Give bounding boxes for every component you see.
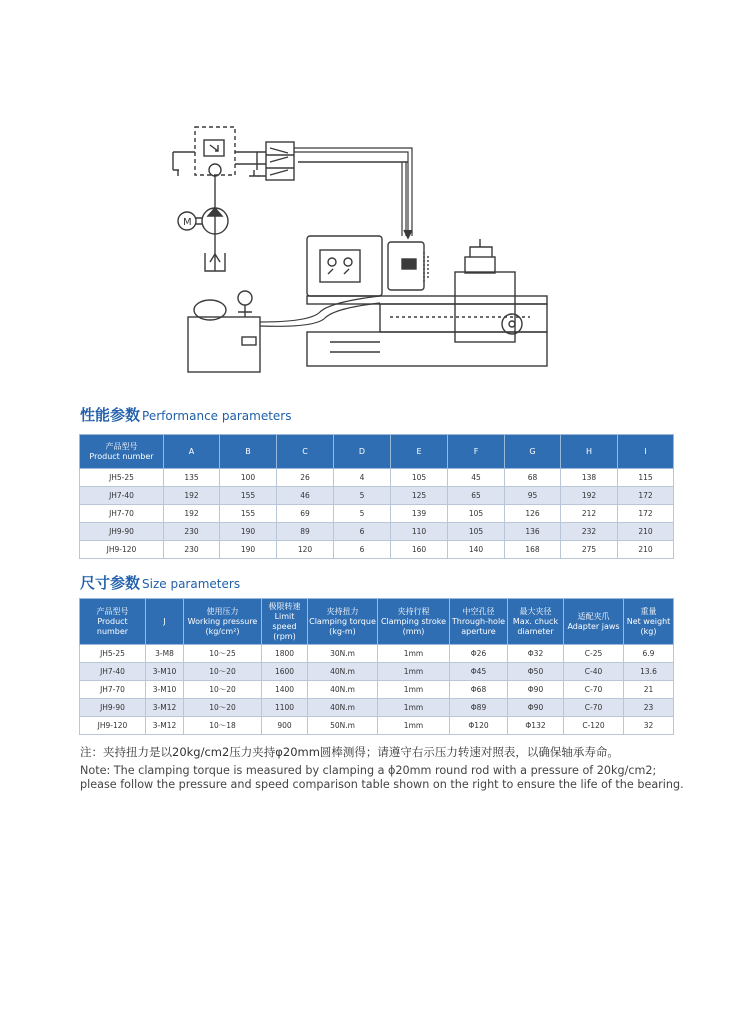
column-header-unit: (rpm) — [273, 631, 296, 641]
column-header — [564, 599, 624, 645]
table-cell: 168 — [505, 541, 561, 559]
table-cell: 26 — [277, 469, 334, 487]
table-cell: 139 — [391, 505, 448, 523]
table-cell: 172 — [618, 505, 674, 523]
table-cell: 45 — [448, 469, 505, 487]
table-cell: 210 — [618, 523, 674, 541]
table-cell: 230 — [164, 523, 220, 541]
column-header: G — [505, 435, 561, 469]
table-cell: 5 — [334, 505, 391, 523]
table-cell: 190 — [220, 523, 277, 541]
column-header-cn: 夹持行程 — [397, 606, 430, 616]
product-number-cell: JH9-90 — [80, 523, 164, 541]
table-cell: 95 — [505, 487, 561, 505]
table-cell: 40N.m — [308, 663, 378, 681]
table-cell: 46 — [277, 487, 334, 505]
table-cell: C-120 — [564, 717, 624, 735]
table-cell: 50N.m — [308, 717, 378, 735]
table-cell: 40N.m — [308, 699, 378, 717]
column-header-en: Product number — [96, 616, 129, 636]
column-header-en: Through-hole — [451, 616, 506, 626]
table-cell: 10～25 — [184, 645, 262, 663]
column-header-cn: 重量 — [640, 606, 657, 616]
check-valve — [209, 164, 221, 176]
table-cell: Φ45 — [450, 663, 508, 681]
table-row — [80, 541, 674, 559]
column-header-en: Adapter jaws — [567, 621, 620, 631]
table-cell: Φ132 — [508, 717, 564, 735]
column-header-unit: (kg/cm²) — [205, 626, 240, 636]
table-row — [80, 487, 674, 505]
column-header — [184, 599, 262, 645]
table-cell: 155 — [220, 487, 277, 505]
table-cell: 135 — [164, 469, 220, 487]
column-header: I — [618, 435, 674, 469]
table-cell: 1mm — [378, 717, 450, 735]
table-cell: 155 — [220, 505, 277, 523]
column-header-unit: (kg-m) — [329, 626, 356, 636]
performance-title-en: Performance parameters — [142, 409, 292, 423]
table-cell: 6 — [334, 523, 391, 541]
column-header-en: J — [163, 616, 166, 626]
table-cell: 232 — [561, 523, 618, 541]
table-cell: 192 — [164, 487, 220, 505]
table-cell: 125 — [391, 487, 448, 505]
table-cell: 192 — [561, 487, 618, 505]
note-english — [80, 764, 700, 792]
motor-label: M — [183, 217, 192, 228]
table-cell: 3-M10 — [146, 681, 184, 699]
performance-section-title — [80, 404, 291, 425]
column-header-unit: diameter — [517, 626, 554, 636]
table-cell: C-70 — [564, 699, 624, 717]
table-cell: Φ50 — [508, 663, 564, 681]
table-cell: 100 — [220, 469, 277, 487]
column-header — [378, 599, 450, 645]
column-header-en: Clamping torque — [309, 616, 376, 626]
table-cell: 32 — [624, 717, 674, 735]
column-header: C — [277, 435, 334, 469]
table-cell: Φ120 — [450, 717, 508, 735]
table-cell: 5 — [334, 487, 391, 505]
column-header: A — [164, 435, 220, 469]
column-header-cn: 最大夹径 — [519, 606, 552, 616]
column-header — [624, 599, 674, 645]
product-number-cell: JH7-70 — [80, 681, 146, 699]
product-number-header — [80, 435, 164, 469]
table-row — [80, 663, 674, 681]
tank-symbol-left — [173, 152, 195, 176]
column-header: D — [334, 435, 391, 469]
table-cell: 10～20 — [184, 699, 262, 717]
table-cell: 105 — [448, 523, 505, 541]
table-cell: 13.6 — [624, 663, 674, 681]
hydraulic-lathe-diagram — [170, 112, 560, 382]
column-header-en: Clamping stroke — [380, 616, 447, 626]
table-cell: Φ90 — [508, 699, 564, 717]
size-title-cn: 尺寸参数 — [80, 574, 141, 592]
product-number-cell: JH9-120 — [80, 541, 164, 559]
column-header: F — [448, 435, 505, 469]
size-table — [79, 598, 674, 735]
column-header-cn: 中空孔径 — [462, 606, 495, 616]
table-cell: 10～20 — [184, 663, 262, 681]
table-cell: Φ90 — [508, 681, 564, 699]
table-row — [80, 645, 674, 663]
column-header-cn: 适配夹爪 — [577, 611, 610, 621]
column-header — [508, 599, 564, 645]
table-cell: 230 — [164, 541, 220, 559]
table-cell: 10～20 — [184, 681, 262, 699]
table-cell: 172 — [618, 487, 674, 505]
column-header-unit: (mm) — [402, 626, 425, 636]
table-cell: 192 — [164, 505, 220, 523]
lathe-base — [307, 332, 547, 366]
table-cell: 160 — [391, 541, 448, 559]
table-cell: 3-M12 — [146, 717, 184, 735]
table-cell: 30N.m — [308, 645, 378, 663]
product-number-header-cn: 产品型号 — [105, 441, 138, 451]
column-header — [308, 599, 378, 645]
product-number-cell: JH7-40 — [80, 487, 164, 505]
table-cell: 65 — [448, 487, 505, 505]
table-cell: 1800 — [262, 645, 308, 663]
table-cell: 10～18 — [184, 717, 262, 735]
table-row — [80, 469, 674, 487]
column-header-en: Net weight — [626, 616, 671, 626]
column-header — [80, 599, 146, 645]
table-cell: 138 — [561, 469, 618, 487]
tank-symbol-bottom — [205, 253, 225, 271]
table-cell: 140 — [448, 541, 505, 559]
table-cell: 126 — [505, 505, 561, 523]
table-row — [80, 699, 674, 717]
table-cell: 1400 — [262, 681, 308, 699]
table-cell: 6 — [334, 541, 391, 559]
table-cell: 105 — [391, 469, 448, 487]
table-cell: Φ32 — [508, 645, 564, 663]
product-number-cell: JH7-40 — [80, 663, 146, 681]
table-cell: C-40 — [564, 663, 624, 681]
product-number-cell: JH5-25 — [80, 645, 146, 663]
table-cell: 21 — [624, 681, 674, 699]
table-cell: 212 — [561, 505, 618, 523]
table-cell: 136 — [505, 523, 561, 541]
tool-post — [465, 257, 495, 273]
column-header-en: Max. chuck — [512, 616, 559, 626]
column-header-en: Working pressure — [187, 616, 258, 626]
column-header-cn: 产品型号 — [96, 606, 129, 616]
column-header-cn: 使用压力 — [206, 606, 239, 616]
column-header-cn: 极限转速 — [268, 601, 301, 611]
table-cell: 1mm — [378, 663, 450, 681]
table-cell: 68 — [505, 469, 561, 487]
table-cell: 69 — [277, 505, 334, 523]
column-header: B — [220, 435, 277, 469]
table-cell: Φ68 — [450, 681, 508, 699]
performance-table — [79, 434, 674, 559]
table-cell: 115 — [618, 469, 674, 487]
table-cell: 6.9 — [624, 645, 674, 663]
headstock-panel — [320, 250, 360, 282]
table-cell: 40N.m — [308, 681, 378, 699]
table-cell: 105 — [448, 505, 505, 523]
performance-title-cn: 性能参数 — [80, 406, 141, 424]
table-cell: 1mm — [378, 699, 450, 717]
column-header-cn: 夹持扭力 — [326, 606, 359, 616]
note-chinese: 注：夹持扭力是以20kg/cm2压力夹持φ20mm圆棒测得；请遵守右示压力转速对照表，以确保轴承寿命。 — [80, 745, 619, 759]
column-header-unit: aperture — [461, 626, 496, 636]
column-header-unit: (kg) — [640, 626, 657, 636]
table-cell: 1mm — [378, 645, 450, 663]
table-cell: 210 — [618, 541, 674, 559]
table-cell: 4 — [334, 469, 391, 487]
performance-header-row — [80, 435, 674, 469]
table-cell: Φ89 — [450, 699, 508, 717]
table-cell: 120 — [277, 541, 334, 559]
table-cell: 190 — [220, 541, 277, 559]
pressure-gauge — [238, 291, 252, 305]
table-cell: C-70 — [564, 681, 624, 699]
table-cell: 110 — [391, 523, 448, 541]
table-row — [80, 523, 674, 541]
table-row — [80, 717, 674, 735]
size-section-title — [80, 572, 240, 593]
size-header-row — [80, 599, 674, 645]
table-cell: 1100 — [262, 699, 308, 717]
size-title-en: Size parameters — [142, 577, 241, 591]
column-header: H — [561, 435, 618, 469]
table-row — [80, 681, 674, 699]
table-row — [80, 505, 674, 523]
table-cell: 89 — [277, 523, 334, 541]
table-cell: 3-M10 — [146, 663, 184, 681]
column-header-en: Limit speed — [272, 611, 297, 631]
table-cell: Φ26 — [450, 645, 508, 663]
column-header — [262, 599, 308, 645]
table-cell: 3-M12 — [146, 699, 184, 717]
lathe-headstock — [307, 236, 382, 296]
column-header — [450, 599, 508, 645]
table-cell: 3-M8 — [146, 645, 184, 663]
column-header — [146, 599, 184, 645]
table-cell: 1600 — [262, 663, 308, 681]
product-number-cell: JH5-25 — [80, 469, 164, 487]
table-cell: 275 — [561, 541, 618, 559]
product-number-cell: JH7-70 — [80, 505, 164, 523]
table-cell: C-25 — [564, 645, 624, 663]
product-number-cell: JH9-90 — [80, 699, 146, 717]
table-cell: 23 — [624, 699, 674, 717]
product-number-cell: JH9-120 — [80, 717, 146, 735]
table-cell: 1mm — [378, 681, 450, 699]
product-number-header-en: Product number — [89, 451, 154, 461]
column-header: E — [391, 435, 448, 469]
note-english-line-2: please follow the pressure and speed comparison table shown on the right to ensure the life of the bearing. — [80, 778, 684, 791]
note-english-line-1: Note: The clamping torque is measured by clamping a ϕ20mm round rod with a pressure of 20kg/cm2; — [80, 764, 657, 777]
table-cell: 900 — [262, 717, 308, 735]
